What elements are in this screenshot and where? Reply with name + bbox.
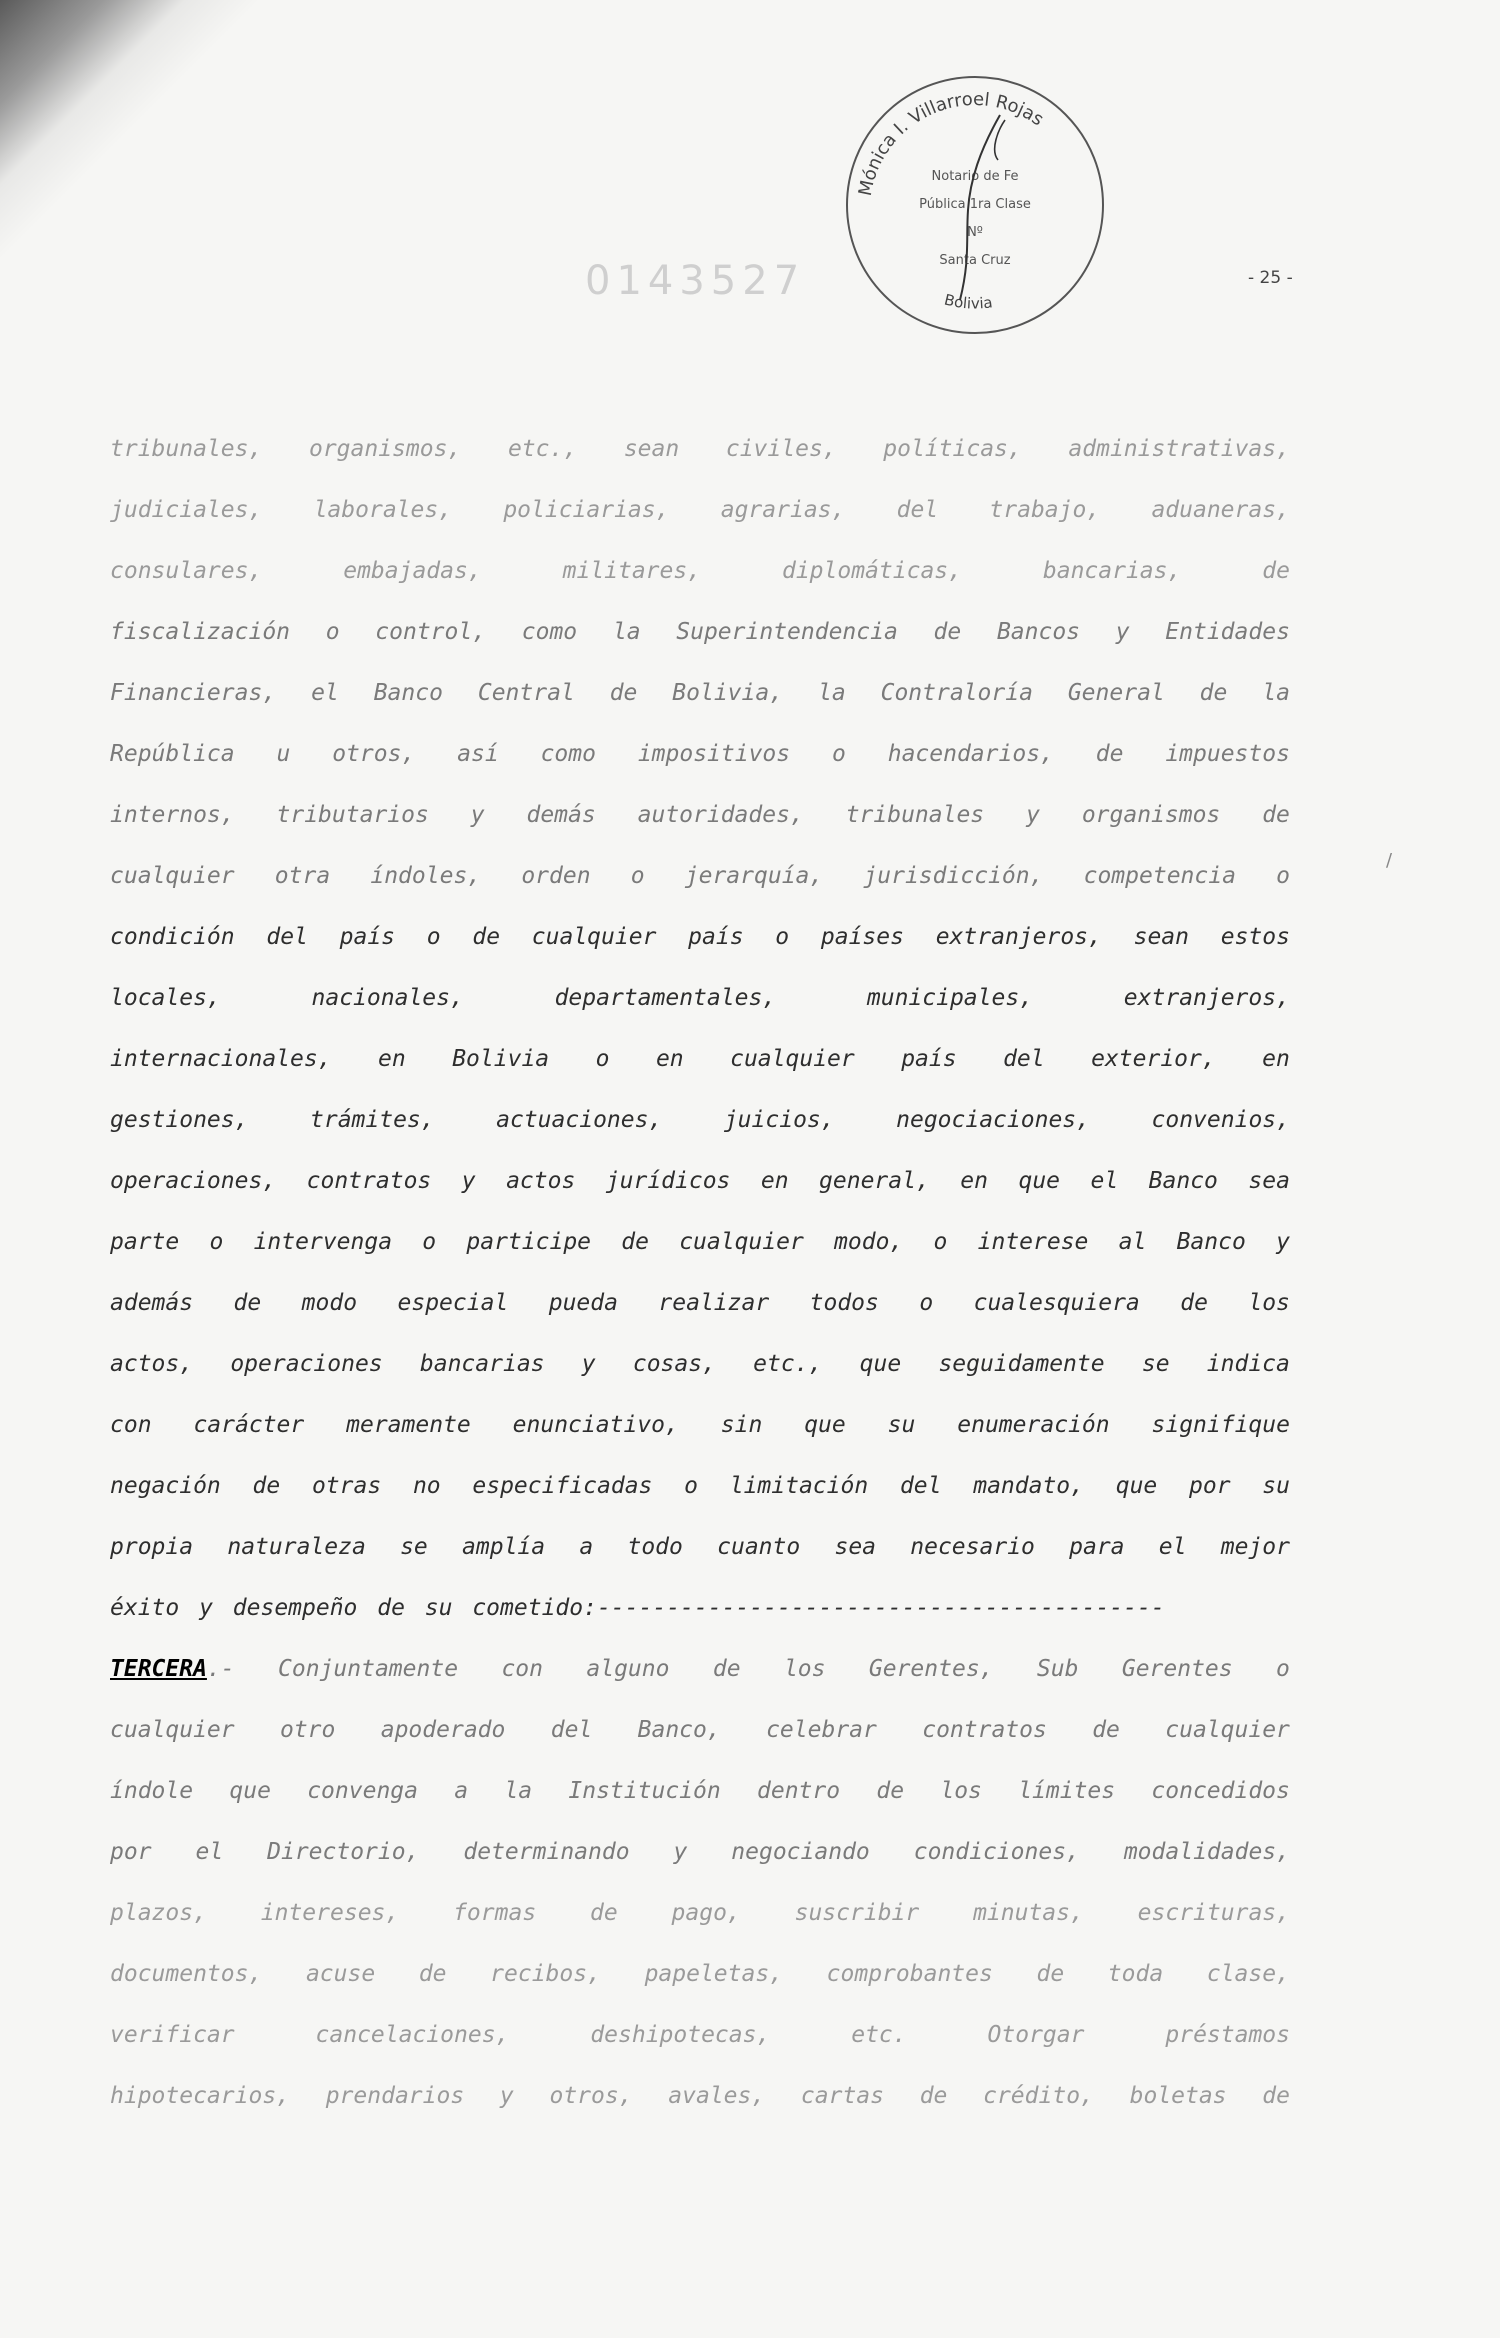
text-line: operaciones, contratos y actos jurídicos en general, en que el Banco sea xyxy=(110,1168,1290,1194)
notary-seal xyxy=(830,60,1120,350)
text-line: cualquier otra índoles, orden o jerarquía, jurisdicción, competencia o xyxy=(110,863,1290,889)
text-line: documentos, acuse de recibos, papeletas, comprobantes de toda clase, xyxy=(110,1961,1290,1987)
text-line: judiciales, laborales, policiarias, agrarias, del trabajo, aduaneras, xyxy=(110,497,1290,523)
text-line: plazos, intereses, formas de pago, suscribir minutas, escrituras, xyxy=(110,1900,1290,1926)
serial-number: 0143527 xyxy=(585,258,806,304)
text-line: gestiones, trámites, actuaciones, juicios, negociaciones, convenios, xyxy=(110,1107,1290,1133)
page-number: - 25 - xyxy=(1248,268,1293,288)
seal-line-2: Pública 1ra Clase xyxy=(919,197,1031,212)
text-line: internacionales, en Bolivia o en cualquier país del exterior, en xyxy=(110,1046,1290,1072)
text-line: Financieras, el Banco Central de Bolivia, la Contraloría General de la xyxy=(110,680,1290,706)
text-line: éxito y desempeño de su cometido:----------------------------------------- xyxy=(110,1595,1165,1621)
text-line: actos, operaciones bancarias y cosas, etc., que seguidamente se indica xyxy=(110,1351,1290,1377)
text-line: índole que convenga a la Institución dentro de los límites concedidos xyxy=(110,1778,1290,1804)
svg-text:Bolivia xyxy=(942,291,993,313)
text-line: locales, nacionales, departamentales, municipales, extranjeros, xyxy=(110,985,1290,1011)
signature-stroke-2 xyxy=(995,120,1005,160)
text-line: TERCERA.- Conjuntamente con alguno de los Gerentes, Sub Gerentes o xyxy=(110,1656,1290,1682)
text-line: República u otros, así como impositivos o hacendarios, de impuestos xyxy=(110,741,1290,767)
text-line: cualquier otro apoderado del Banco, celebrar contratos de cualquier xyxy=(110,1717,1290,1743)
text-line: además de modo especial pueda realizar todos o cualesquiera de los xyxy=(110,1290,1290,1316)
page-corner-shadow xyxy=(0,0,260,320)
text-line: consulares, embajadas, militares, diplomáticas, bancarias, de xyxy=(110,558,1290,584)
text-line: con carácter meramente enunciativo, sin que su enumeración signifique xyxy=(110,1412,1290,1438)
text-line: condición del país o de cualquier país o países extranjeros, sean estos xyxy=(110,924,1290,950)
seal-line-1: Notario de Fe xyxy=(931,169,1019,184)
text-line: internos, tributarios y demás autoridades, tribunales y organismos de xyxy=(110,802,1290,828)
document-body xyxy=(110,428,1290,2136)
text-line: fiscalización o control, como la Superintendencia de Bancos y Entidades xyxy=(110,619,1290,645)
seal-line-3: Nº xyxy=(967,225,983,240)
seal-line-4: Santa Cruz xyxy=(939,253,1011,268)
text-line: parte o intervenga o participe de cualquier modo, o interese al Banco y xyxy=(110,1229,1290,1255)
margin-mark: / xyxy=(1386,850,1393,871)
seal-bottom-text: Bolivia xyxy=(942,290,994,313)
text-line: verificar cancelaciones, deshipotecas, etc. Otorgar préstamos xyxy=(110,2022,1290,2048)
text-line: propia naturaleza se amplía a todo cuanto sea necesario para el mejor xyxy=(110,1534,1290,1560)
text-line: por el Directorio, determinando y negociando condiciones, modalidades, xyxy=(110,1839,1290,1865)
text-line: hipotecarios, prendarios y otros, avales, cartas de crédito, boletas de xyxy=(110,2083,1290,2109)
seal-ring-text: Mónica I. Villarroel Rojas xyxy=(854,88,1048,198)
text-line: tribunales, organismos, etc., sean civiles, políticas, administrativas, xyxy=(110,436,1290,462)
text-line: negación de otras no especificadas o limitación del mandato, que por su xyxy=(110,1473,1290,1499)
